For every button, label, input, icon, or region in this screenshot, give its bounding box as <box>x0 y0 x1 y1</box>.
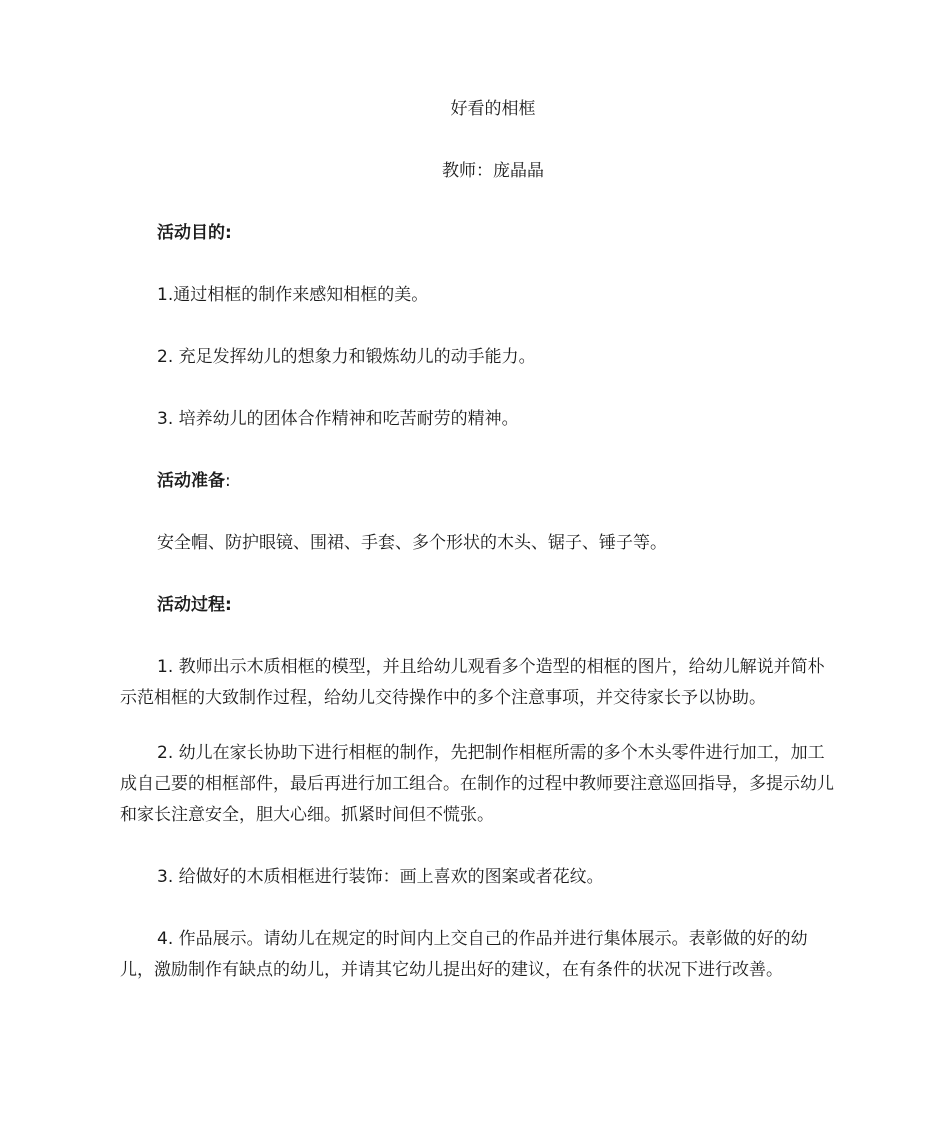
prep-heading-line <box>120 466 840 497</box>
process-step: 1. 教师出示木质相框的模型，并且给幼儿观看多个造型的相框的图片，给幼儿解说并简朴示范相框的大致制作过程，给幼儿交待操作中的多个注意事项，并交待家长予以协助。 <box>120 657 825 708</box>
prep-colon: : <box>225 471 231 491</box>
process-step: 3. 给做好的木质相框进行装饰：画上喜欢的图案或者花纹。 <box>157 867 604 887</box>
document-title: 好看的相框 <box>450 99 536 119</box>
prep-heading: 活动准备 <box>157 471 225 491</box>
process-step: 4. 作品展示。请幼儿在规定的时间内上交自己的作品并进行集体展示。表彰做的好的幼儿，激励制作有缺点的幼儿，并请其它幼儿提出好的建议，在有条件的状况下进行改善。 <box>120 929 808 980</box>
goal-item: 2. 充足发挥幼儿的想象力和锻炼幼儿的动手能力。 <box>157 347 536 367</box>
teacher-line: 教师：庞晶晶 <box>442 161 544 181</box>
goal-item: 1.通过相框的制作来感知相框的美。 <box>157 285 429 305</box>
goals-heading: 活动目的: <box>157 223 232 243</box>
process-step: 2. 幼儿在家长协助下进行相框的制作，先把制作相框所需的多个木头零件进行加工，加工成自己要的相框部件，最后再进行加工组合。在制作的过程中教师要注意巡回指导，多提示幼儿和家长注意安全，胆大心细。抓紧时间但不慌张。 <box>120 743 834 825</box>
prep-text: 安全帽、防护眼镜、围裙、手套、多个形状的木头、锯子、锤子等。 <box>157 533 667 553</box>
goal-item: 3. 培养幼儿的团体合作精神和吃苦耐劳的精神。 <box>157 409 519 429</box>
process-heading: 活动过程: <box>157 595 232 615</box>
